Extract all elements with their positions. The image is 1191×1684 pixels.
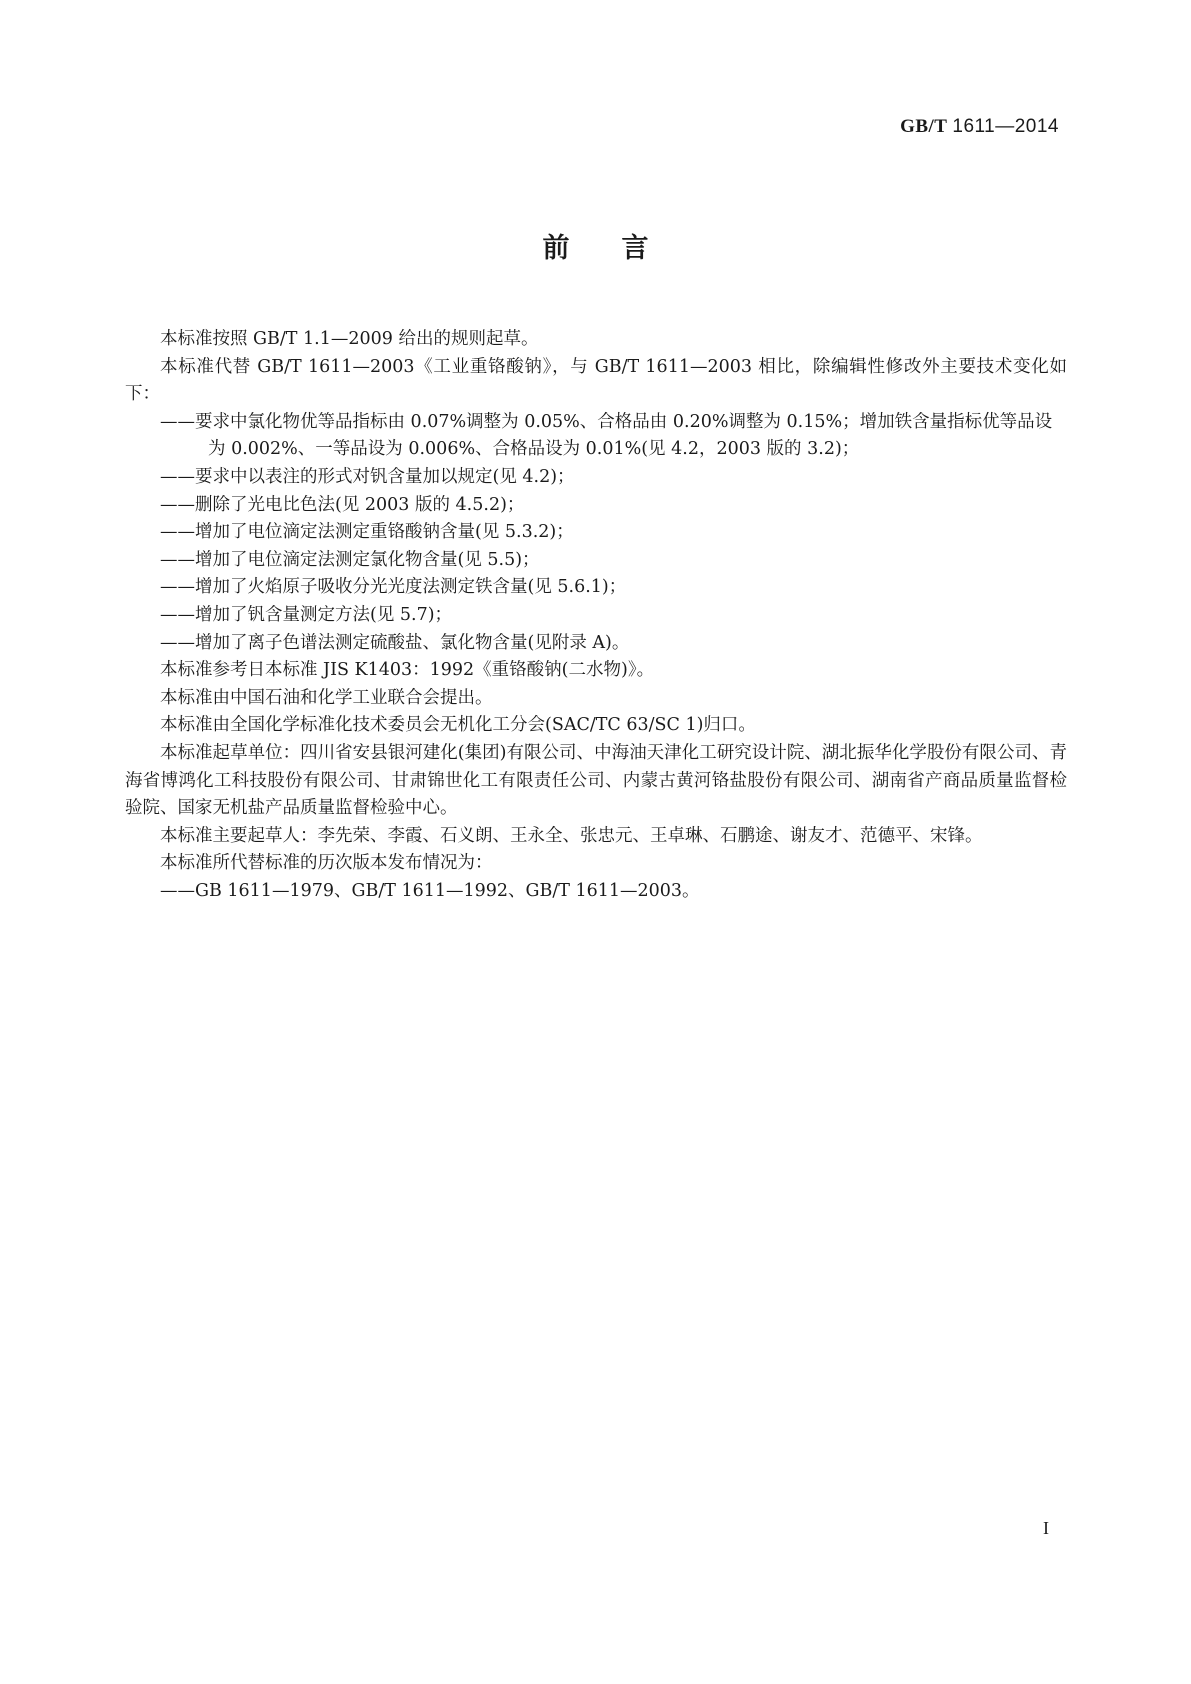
list-item-change: ——增加了火焰原子吸收分光光度法测定铁含量(见 5.6.1)；	[160, 577, 627, 598]
paragraph-drafters: 本标准主要起草人：李先荣、李霞、石义朗、王永全、张忠元、王卓琳、石鹏途、谢友才、范德平、宋锋。	[160, 825, 983, 846]
list-item-change: ——删除了光电比色法(见 2003 版的 4.5.2)；	[160, 494, 525, 515]
paragraph-drafting-units: 本标准起草单位：四川省安县银河建化(集团)有限公司、中海油天津化工研究设计院、湖北振华化学股份有限公司、青海省博鸿化工科技股份有限公司、甘肃锦世化工有限责任公司、内蒙古黄河铬盐股份有限公司、湖南省产商品质量监督检验院、国家无机盐产品质量监督检验中心。	[125, 742, 1067, 819]
standard-code	[900, 116, 1059, 138]
list-item-history: ——GB 1611—1979、GB/T 1611—1992、GB/T 1611—2003。	[160, 880, 700, 901]
paragraph-centralized-by: 本标准由全国化学标准化技术委员会无机化工分会(SAC/TC 63/SC 1)归口。	[160, 715, 756, 736]
list-item-change: ——增加了钒含量测定方法(见 5.7)；	[160, 604, 453, 625]
paragraph-history-intro: 本标准所代替标准的历次版本发布情况为：	[160, 853, 493, 874]
list-item-change: ——增加了电位滴定法测定重铬酸钠含量(见 5.3.2)；	[160, 522, 574, 543]
list-item-change: ——要求中氯化物优等品指标由 0.07%调整为 0.05%、合格品由 0.20%调整为 0.15%；增加铁含量指标优等品设为 0.002%、一等品设为 0.006%、合格品设为 0.01%(见 4.2，2003 版的 3.2)；	[160, 411, 1053, 460]
list-item-change: ——增加了电位滴定法测定氯化物含量(见 5.5)；	[160, 549, 540, 570]
list-item-change: ——增加了离子色谱法测定硫酸盐、氯化物含量(见附录 A)。	[160, 632, 630, 653]
foreword-body	[125, 326, 1067, 905]
page-number: I	[1043, 1518, 1049, 1538]
paragraph-replaces: 本标准代替 GB/T 1611—2003《工业重铬酸钠》，与 GB/T 1611—2003 相比，除编辑性修改外主要技术变化如下：	[125, 356, 1067, 405]
paragraph-proposed-by: 本标准由中国石油和化学工业联合会提出。	[160, 687, 493, 708]
standard-code-number: 1611—2014	[952, 116, 1059, 137]
list-item-change: ——要求中以表注的形式对钒含量加以规定(见 4.2)；	[160, 466, 575, 487]
paragraph-reference: 本标准参考日本标准 JIS K1403：1992《重铬酸钠(二水物)》。	[160, 660, 655, 681]
paragraph-drafting-rules: 本标准按照 GB/T 1.1—2009 给出的规则起草。	[160, 329, 539, 349]
page-title: 前言	[542, 233, 701, 264]
standard-code-prefix: GB/T	[900, 116, 948, 137]
